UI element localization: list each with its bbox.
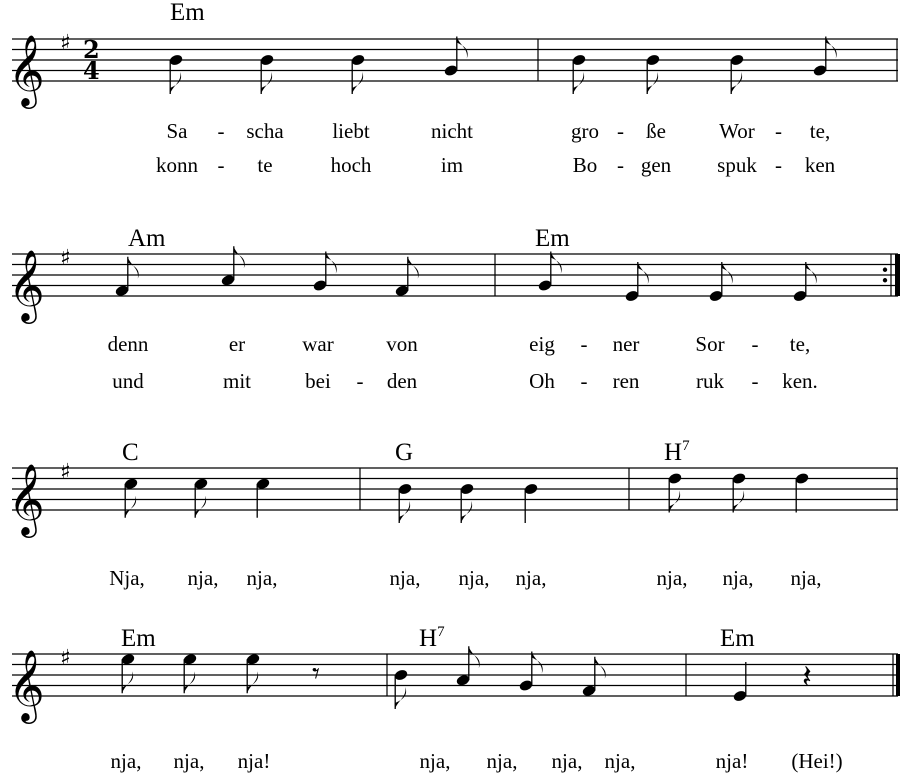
quarter-rest-icon: 𝄽 bbox=[802, 657, 812, 696]
lyric-refrain: nja, bbox=[187, 566, 219, 590]
lyric-refrain: nja, bbox=[604, 749, 636, 773]
hyphen: - bbox=[356, 369, 364, 393]
lyric-verse-1: gro bbox=[571, 119, 599, 143]
lyric-verse-1: Wor bbox=[719, 119, 755, 143]
lyric-refrain: nja, bbox=[551, 749, 583, 773]
eighth-note bbox=[245, 653, 260, 694]
lyric-verse-1: Sa bbox=[166, 119, 188, 143]
lyric-verse-1: te, bbox=[809, 119, 831, 143]
chord-symbol: $H^7$ bbox=[419, 624, 445, 652]
eighth-note bbox=[397, 482, 412, 523]
lyric-verse-2: mit bbox=[222, 369, 252, 393]
lyric-verse-2: gen bbox=[640, 153, 672, 177]
chord-symbol: Em bbox=[121, 625, 156, 652]
eighth-note bbox=[220, 246, 244, 287]
lyric-verse-2: im bbox=[440, 153, 464, 177]
lyric-refrain: nja! bbox=[237, 749, 271, 773]
hyphen: - bbox=[775, 153, 782, 177]
lyric-verse-2: te bbox=[257, 153, 273, 177]
lyric-verse-2: ken bbox=[804, 153, 836, 177]
eighth-note bbox=[259, 53, 274, 94]
lyric-refrain: nja, bbox=[110, 749, 142, 773]
lyric-refrain: nja, bbox=[458, 566, 490, 590]
lyric-verse-1: war bbox=[302, 332, 334, 356]
eighth-note bbox=[350, 53, 365, 94]
lyric-verse-1: ße bbox=[646, 119, 666, 143]
chord-symbol: C bbox=[122, 439, 139, 466]
quarter-note bbox=[732, 662, 747, 703]
eighth-note bbox=[729, 53, 744, 94]
eighth-note bbox=[193, 477, 208, 518]
lyric-refrain: nja, bbox=[419, 749, 451, 773]
lyric-verse-2: spuk bbox=[717, 153, 757, 177]
quarter-note bbox=[523, 482, 538, 523]
lyric-verse-1: er bbox=[228, 332, 246, 356]
lyric-refrain: (Hei!) bbox=[791, 749, 843, 773]
lyric-refrain: nja, bbox=[722, 566, 754, 590]
hyphen: - bbox=[580, 369, 588, 393]
treble-clef-icon: 𝄞 bbox=[8, 648, 45, 721]
eighth-note bbox=[168, 53, 183, 94]
lyric-verse-1: Sor bbox=[695, 332, 725, 356]
lyric-verse-2: ren bbox=[612, 369, 640, 393]
eighth-note bbox=[455, 646, 479, 687]
eighth-note bbox=[394, 257, 418, 298]
hyphen: - bbox=[217, 153, 225, 177]
time-signature-bottom: 4 bbox=[83, 56, 100, 85]
hyphen: - bbox=[751, 369, 759, 393]
lyric-verse-1: liebt bbox=[332, 119, 370, 143]
chord-symbol: Am bbox=[128, 225, 166, 252]
eighth-note bbox=[731, 472, 746, 513]
eighth-note bbox=[114, 257, 138, 298]
lyric-refrain: nja, bbox=[656, 566, 688, 590]
eighth-note bbox=[120, 653, 135, 694]
eighth-note bbox=[123, 477, 138, 518]
hyphen: - bbox=[580, 332, 588, 356]
eighth-note bbox=[645, 53, 660, 94]
eighth-note bbox=[581, 657, 605, 698]
lyric-verse-2: bei bbox=[305, 369, 331, 393]
sharp-icon: ♯ bbox=[60, 460, 71, 485]
lyric-refrain: Nja, bbox=[109, 566, 145, 590]
lyric-refrain: nja, bbox=[389, 566, 421, 590]
lyric-verse-1: te, bbox=[789, 332, 811, 356]
sharp-icon: ♯ bbox=[60, 646, 71, 671]
lyric-verse-2: und bbox=[112, 369, 144, 393]
eighth-note bbox=[667, 472, 682, 513]
lyric-verse-2: Oh bbox=[529, 369, 555, 393]
lyric-verse-2: ken. bbox=[782, 369, 818, 393]
lyric-verse-1: von bbox=[386, 332, 418, 356]
hyphen: - bbox=[617, 153, 624, 177]
lyric-verse-2: hoch bbox=[330, 153, 372, 177]
lyric-refrain: nja, bbox=[515, 566, 547, 590]
hyphen: - bbox=[617, 119, 624, 143]
time-signature-top: 2 bbox=[83, 35, 100, 64]
lyric-verse-2: ruk bbox=[696, 369, 724, 393]
chord-symbol: Em bbox=[720, 625, 755, 652]
staff-1 bbox=[8, 0, 898, 177]
lyric-verse-1: nicht bbox=[431, 119, 473, 143]
chord-symbol: Em bbox=[170, 0, 205, 26]
eighth-rest-icon: 𝄾 bbox=[312, 656, 320, 692]
final-barline-thick bbox=[896, 654, 900, 696]
staff-3 bbox=[8, 438, 898, 590]
eighth-note bbox=[571, 53, 586, 94]
lyric-verse-2: konn bbox=[156, 153, 198, 177]
treble-clef-icon: 𝄞 bbox=[8, 33, 45, 106]
lyric-refrain: nja, bbox=[246, 566, 278, 590]
lyric-refrain: nja, bbox=[486, 749, 518, 773]
lyric-verse-1: eig bbox=[529, 332, 555, 356]
lyric-refrain: nja, bbox=[790, 566, 822, 590]
repeat-barline-thick bbox=[895, 254, 900, 296]
lyric-verse-2: Bo bbox=[572, 153, 598, 177]
hyphen: - bbox=[775, 119, 782, 143]
lyric-refrain: nja! bbox=[715, 749, 749, 773]
sharp-icon: ♯ bbox=[60, 31, 71, 56]
lyric-verse-2: den bbox=[386, 369, 418, 393]
treble-clef-icon: 𝄞 bbox=[8, 248, 45, 321]
lyric-verse-1: ner bbox=[612, 332, 640, 356]
quarter-note bbox=[255, 477, 270, 518]
eighth-note bbox=[182, 653, 197, 694]
hyphen: - bbox=[217, 119, 225, 143]
chord-symbol: $H^7$ bbox=[664, 438, 690, 466]
chord-symbol: G bbox=[395, 439, 414, 466]
lyric-refrain: nja, bbox=[173, 749, 205, 773]
quarter-note bbox=[794, 472, 809, 513]
treble-clef-icon: 𝄞 bbox=[8, 462, 45, 535]
staff-4 bbox=[8, 624, 900, 773]
lyric-verse-1: scha bbox=[246, 119, 284, 143]
eighth-note bbox=[459, 482, 474, 523]
staff-2 bbox=[8, 225, 900, 393]
eighth-note bbox=[393, 668, 408, 709]
repeat-dot bbox=[883, 278, 887, 282]
hyphen: - bbox=[751, 332, 759, 356]
sharp-icon: ♯ bbox=[60, 246, 71, 271]
chord-symbol: Em bbox=[535, 225, 570, 252]
repeat-dot bbox=[883, 268, 887, 272]
lyric-verse-1: denn bbox=[107, 332, 149, 356]
